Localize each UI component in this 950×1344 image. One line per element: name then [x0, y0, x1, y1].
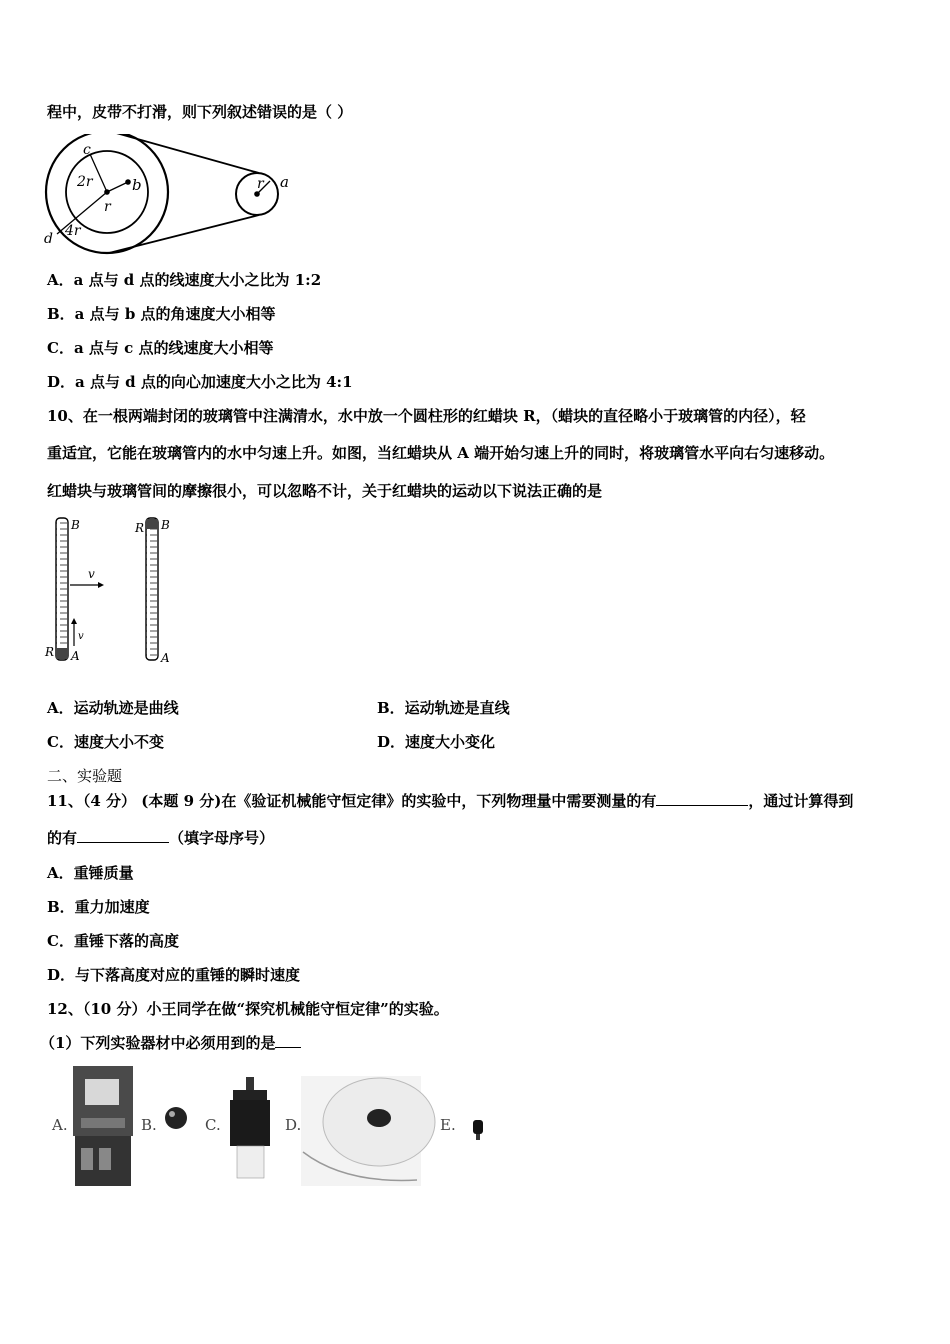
- left-label-r: R: [45, 645, 55, 659]
- right-tube: [146, 518, 158, 660]
- ball-icon: [165, 1107, 187, 1129]
- clip-icon: [473, 1120, 483, 1140]
- weight-icon: [230, 1077, 270, 1178]
- point-b-dot: [125, 179, 131, 185]
- q12-blank[interactable]: [275, 1033, 301, 1048]
- left-label-b: B: [71, 518, 80, 532]
- label-a: a: [280, 173, 289, 191]
- q11-line-1-text: 11、（4 分） (本题 9 分)在《验证机械能守恒定律》的实验中，下列物理量中需要测量的有: [47, 792, 657, 810]
- timer-device-icon: [73, 1066, 133, 1186]
- left-red-block: [56, 648, 68, 659]
- q10-option-a: A．运动轨迹是曲线: [47, 699, 179, 717]
- center-dot: [104, 189, 110, 195]
- q10-option-c: C．速度大小不变: [47, 733, 164, 751]
- q11-line-2-text: 的有: [47, 829, 78, 847]
- label-horizontal-v: v: [88, 567, 95, 581]
- equip-label-c: C.: [205, 1116, 221, 1134]
- label-4r: 4r: [65, 223, 81, 239]
- q9-stem: 程中，皮带不打滑，则下列叙述错误的是（ ）: [47, 103, 353, 121]
- q11-blank-2[interactable]: [77, 828, 169, 843]
- label-2r: 2r: [77, 174, 93, 190]
- paper-tape-icon: [301, 1076, 435, 1186]
- belt-top: [109, 134, 259, 173]
- q11-line-2-tail: （填字母序号）: [169, 829, 275, 847]
- right-red-block: [146, 519, 158, 529]
- label-c: c: [83, 142, 91, 158]
- q9-option-a: A．a 点与 d 点的线速度大小之比为 1:2: [47, 271, 322, 289]
- q10-line-2: 重适宜，它能在玻璃管内的水中匀速上升。如图，当红蜡块从 A 端开始匀速上升的同时，将玻璃管水平向右匀速移动。: [47, 444, 835, 462]
- equip-label-b: B.: [141, 1116, 157, 1134]
- q9-option-d: D．a 点与 d 点的向心加速度大小之比为 4:1: [47, 373, 353, 391]
- vertical-arrowhead: [71, 618, 77, 624]
- q12-line-1: 12、（10 分）小王同学在做“探究机械能守恒定律”的实验。: [47, 1000, 449, 1018]
- label-d: d: [44, 231, 53, 247]
- equip-label-d: D.: [285, 1116, 302, 1134]
- q11-line-1-tail: ，通过计算得到: [748, 792, 854, 810]
- q9-option-c: C．a 点与 c 点的线速度大小相等: [47, 339, 274, 357]
- radius-b: [107, 182, 128, 192]
- section-title: 二、实验题: [47, 767, 123, 785]
- pulley-figure: [40, 134, 300, 256]
- left-label-a: A: [71, 649, 80, 663]
- q11-line-1: [47, 791, 853, 811]
- label-vertical-v: v: [78, 631, 84, 642]
- q12-sub-1: [40, 1033, 301, 1053]
- left-tube: [56, 518, 68, 660]
- q11-option-a: A．重锤质量: [47, 864, 134, 882]
- horizontal-arrowhead: [98, 582, 104, 588]
- q11-option-b: B．重力加速度: [47, 898, 150, 916]
- right-label-r: R: [135, 521, 145, 535]
- equipment-figure: [45, 1062, 505, 1192]
- q11-line-2: [47, 828, 274, 848]
- belt-bottom: [109, 215, 259, 253]
- right-label-b: B: [161, 518, 170, 532]
- q11-option-c: C．重锤下落的高度: [47, 932, 179, 950]
- right-label-a: A: [161, 651, 170, 665]
- q10-option-d: D．速度大小变化: [377, 733, 496, 751]
- q10-line-3: 红蜡块与玻璃管间的摩擦很小，可以忽略不计，关于红蜡块的运动以下说法正确的是: [47, 482, 603, 500]
- label-r-inner: r: [104, 199, 111, 215]
- small-center-dot: [254, 191, 260, 197]
- label-r-small: r: [257, 176, 264, 192]
- equip-label-a: A.: [52, 1116, 68, 1134]
- q11-blank-1[interactable]: [656, 791, 748, 806]
- q10-line-1: 10、在一根两端封闭的玻璃管中注满清水，水中放一个圆柱形的红蜡块 R，（蜡块的直径略小于玻璃管的内径），轻: [47, 407, 806, 425]
- q10-option-b: B．运动轨迹是直线: [377, 699, 510, 717]
- q12-sub-1-text: （1）下列实验器材中必须用到的是: [40, 1034, 276, 1052]
- tube-figure: [40, 512, 190, 670]
- equip-label-e: E.: [440, 1116, 456, 1134]
- q9-option-b: B．a 点与 b 点的角速度大小相等: [47, 305, 276, 323]
- label-b: b: [132, 176, 142, 194]
- q11-option-d: D．与下落高度对应的重锤的瞬时速度: [47, 966, 301, 984]
